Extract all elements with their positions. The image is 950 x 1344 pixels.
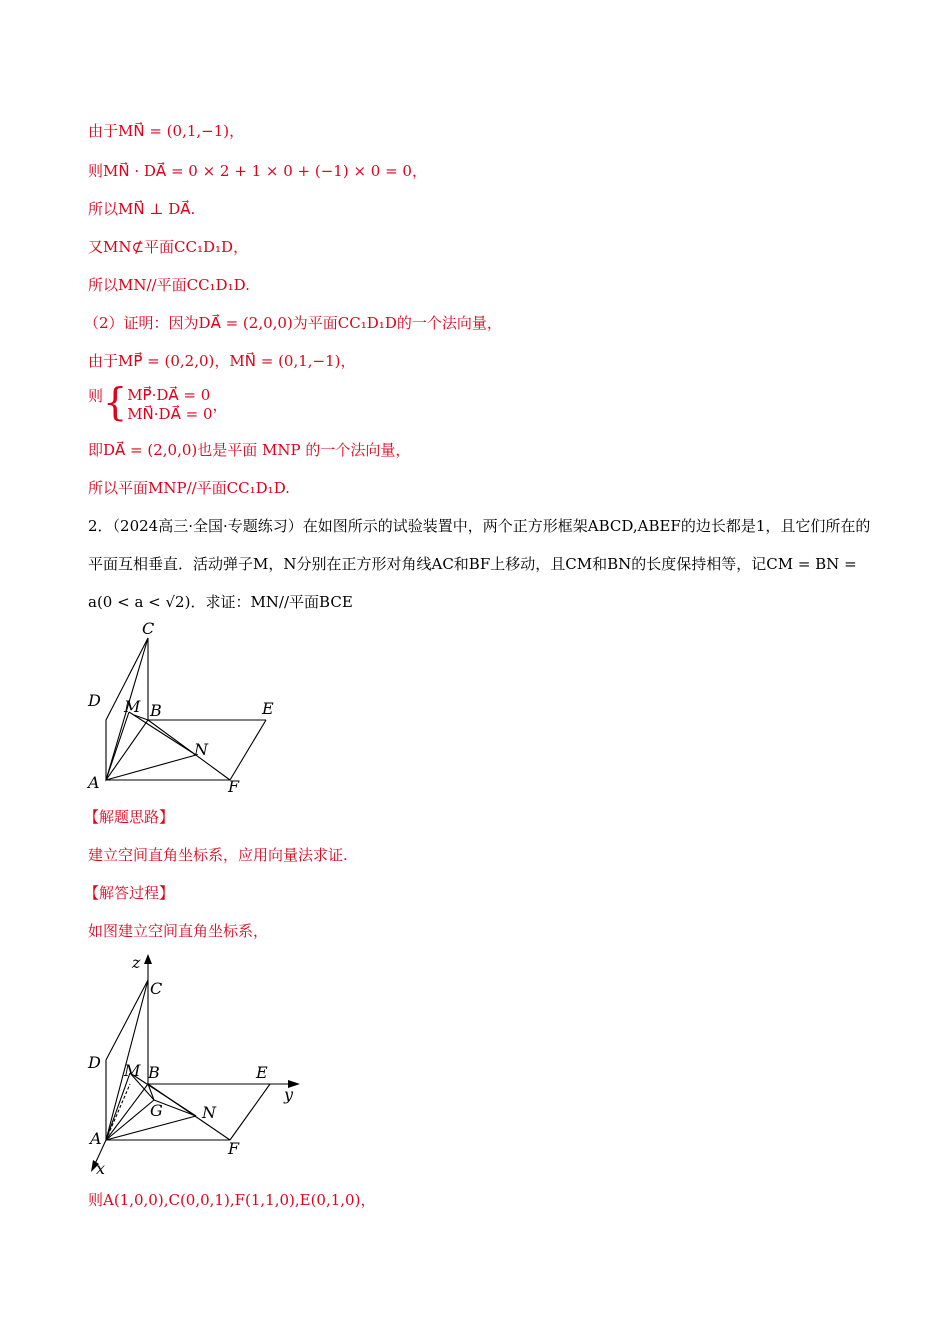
approach-body: 建立空间直角坐标系，应用向量法求证. <box>88 846 348 864</box>
heading-solution: 【解答过程】 <box>84 884 175 902</box>
fig1-label-d: D <box>88 691 101 710</box>
brace: { <box>103 380 128 424</box>
fig2-label-z: z <box>132 953 141 972</box>
line-dot-product: 则MN⃗ · DA⃗ = 0 × 2 + 1 × 0 + (−1) × 0 = 0， <box>88 162 427 180</box>
fig1-label-f: F <box>228 777 240 796</box>
line-parallel-plane: 所以MN//平面CC₁D₁D. <box>88 276 250 294</box>
fig1-label-c: C <box>142 620 155 638</box>
coordinates-line: 则A(1,0,0),C(0,0,1),F(1,1,0),E(0,1,0)， <box>88 1191 376 1209</box>
line-mp-mn: 由于MP⃗ = (0,2,0)，MN⃗ = (0,1,−1)， <box>88 352 356 370</box>
fig2-label-n: N <box>202 1103 216 1122</box>
figure-2 <box>84 948 314 1180</box>
fig2-label-e: E <box>256 1063 268 1082</box>
fig2-label-g: G <box>150 1101 163 1120</box>
line-plane-parallel: 所以平面MNP//平面CC₁D₁D. <box>88 479 290 497</box>
line-mn-vector: 由于MN⃗ = (0,1,−1)， <box>88 122 245 140</box>
fig1-label-b: B <box>150 701 162 720</box>
line-perpendicular: 所以MN⃗ ⊥ DA⃗. <box>88 200 196 218</box>
heading-approach: 【解题思路】 <box>84 808 175 826</box>
system-eq2: MN⃗·DA⃗ = 0 <box>127 405 213 423</box>
fig1-label-m: M <box>124 697 141 716</box>
fig2-label-f: F <box>228 1139 240 1158</box>
line-not-in-plane: 又MN⊄平面CC₁D₁D， <box>88 238 249 256</box>
fig2-label-y: y <box>284 1085 294 1104</box>
system-prefix: 则 <box>88 387 104 405</box>
line-part2-normal: （2）证明：因为DA⃗ = (2,0,0)为平面CC₁D₁D的一个法向量， <box>84 314 502 332</box>
equation-system <box>88 380 228 424</box>
fig2-label-d: D <box>88 1053 101 1072</box>
fig2-label-b: B <box>148 1063 160 1082</box>
figure-1 <box>84 620 304 800</box>
fig2-label-m: M <box>124 1061 141 1080</box>
line-also-normal: 即DA⃗ = (2,0,0)也是平面 MNP 的一个法向量， <box>88 441 411 459</box>
system-suffix: ， <box>212 396 228 414</box>
fig1-label-e: E <box>262 699 274 718</box>
fig2-label-a: A <box>90 1129 102 1148</box>
fig2-label-c: C <box>150 979 163 998</box>
fig1-label-n: N <box>194 740 208 759</box>
fig2-label-x: x <box>96 1159 106 1178</box>
problem-statement: 2．（2024高三·全国·专题练习）在如图所示的试验装置中，两个正方形框架ABCD,ABEF的边长都是1，且它们所在的平面互相垂直．活动弹子M，N分别在正方形对角线AC和BF上移动，且CM和BN的长度保持相等，记CM = BN = a(0 < a < √2)．求证：MN//平面BCE <box>88 517 871 611</box>
solution-body: 如图建立空间直角坐标系， <box>88 922 269 940</box>
fig1-label-a: A <box>88 773 100 792</box>
system-eq1: MP⃗·DA⃗ = 0 <box>127 386 211 404</box>
